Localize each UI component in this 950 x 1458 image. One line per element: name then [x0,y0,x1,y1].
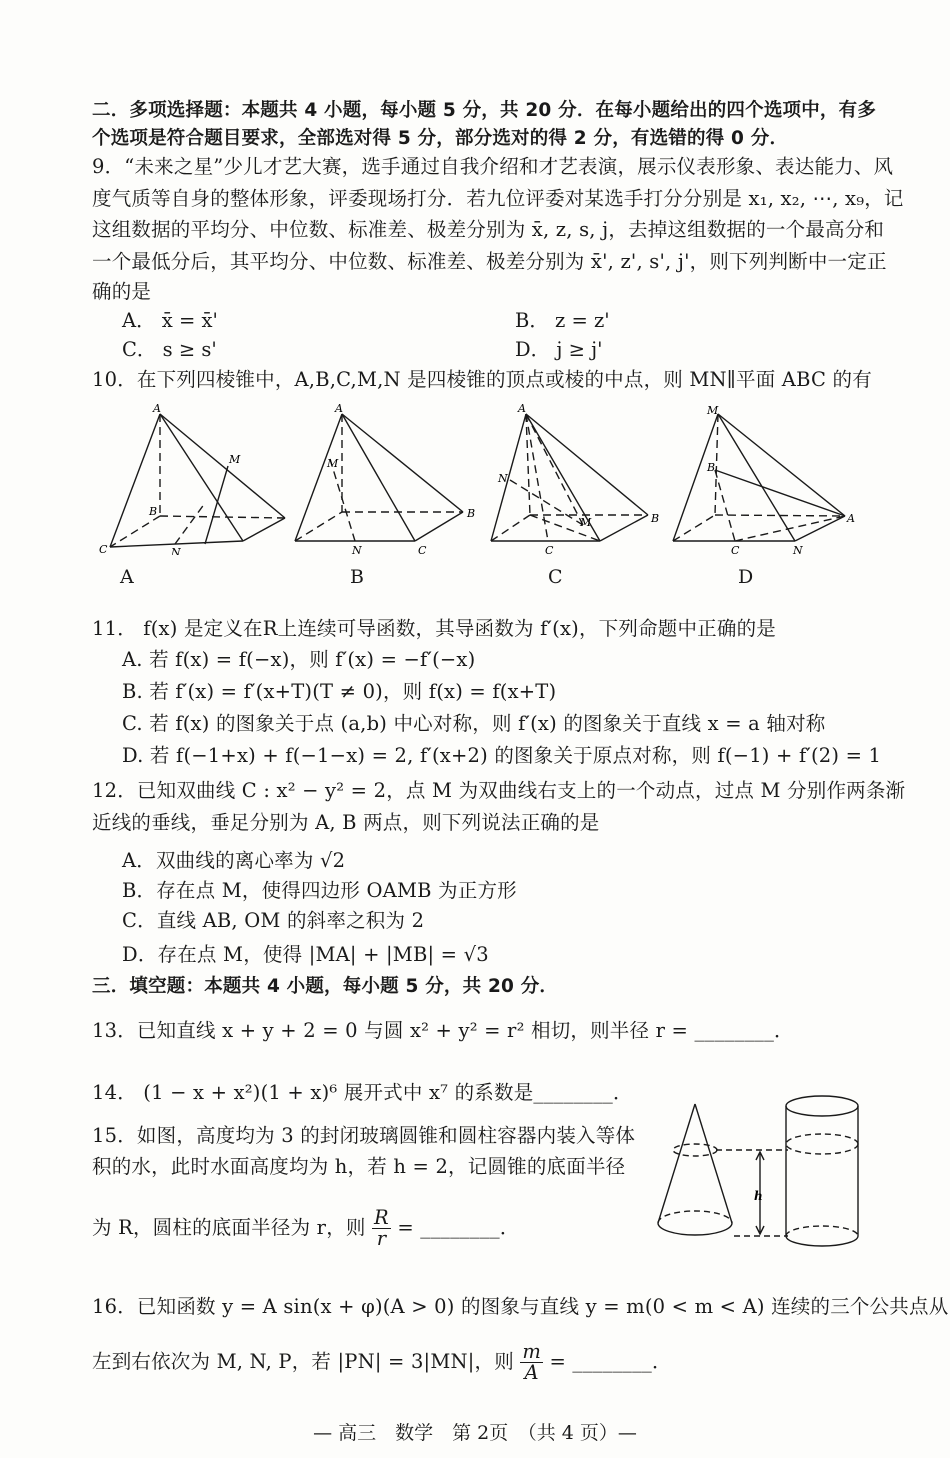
q15-line-3-text: 为 R，圆柱的底面半径为 r，则 [92,1216,366,1239]
q12-option-c: C．直线 AB, OM 的斜率之积为 2 [122,909,425,932]
fig-b-letter: B [467,507,476,520]
q9-line-2: 度气质等自身的整体形象，评委现场打分．若九位评委对某选手打分分别是 x₁, x₂, ⋯, x₉，记 [92,187,904,210]
fig-b-letter: M [327,457,339,470]
fig-a-letter: A [153,402,161,415]
fig-d-letter: A [847,512,855,525]
q15-line-1: 15．如图，高度均为 3 的封闭玻璃圆锥和圆柱容器内装入等体 [92,1124,636,1147]
q16-line-2 [92,1342,672,1383]
q16-fraction-num: m [522,1340,542,1363]
q9-option-b: B． z = z' [515,309,610,332]
q9-line-3: 这组数据的平均分、中位数、标准差、极差分别为 x̄, z, s, j，去掉这组数据的一个最高分和 [92,218,885,241]
q12-line-2: 近线的垂线，垂足分别为 A, B 两点，则下列说法正确的是 [92,811,600,834]
fig-c-letter: A [518,402,526,415]
pyramid-figure-b [290,400,485,555]
q12-option-d: D．存在点 M，使得 |MA| + |MB| = √3 [122,943,489,966]
q10-stem: 10．在下列四棱锥中，A,B,C,M,N 是四棱锥的顶点或棱的中点，则 MN∥平面 ABC 的有 [92,368,872,391]
q9-option-c: C． s ≥ s' [122,338,217,361]
q12-option-b: B．存在点 M，使得四边形 OAMB 为正方形 [122,879,517,902]
q16-line-1: 16．已知函数 y = A sin(x + φ)(A > 0) 的图象与直线 y = m(0 < m < A) 连续的三个公共点从 [92,1295,949,1318]
fig-a-letter: M [229,453,241,466]
q11-option-a: A. 若 f(x) = f(−x)，则 f′(x) = −f′(−x) [122,648,476,671]
section-3-heading: 三．填空题：本题共 4 小题，每小题 5 分，共 20 分． [92,976,559,997]
q16-fraction [520,1342,543,1383]
figure-label-d: D [738,566,754,588]
q16-line-2-text: 左到右依次为 M, N, P，若 |PN| = 3|MN|，则 [92,1350,514,1373]
fig-d-letter: M [707,404,719,417]
fig-d-letter: B [707,461,716,474]
q9-option-a: A． x̄ = x̄' [122,309,218,332]
q11-option-b: B. 若 f′(x) = f′(x+T)(T ≠ 0)，则 f(x) = f(x+T) [122,680,557,703]
figure-label-c: C [548,566,563,588]
fig-c-letter: N [498,472,508,485]
q11-option-c: C. 若 f(x) 的图象关于点 (a,b) 中心对称，则 f′(x) 的图象关于直线 x = a 轴对称 [122,712,826,735]
q9-line-4: 一个最低分后，其平均分、中位数、标准差、极差分别为 x̄', z', s', j'，则下列判断中一定正 [92,250,887,273]
q15-fraction-num: R [374,1206,389,1229]
q16-answer-blank: = ________． [549,1350,672,1373]
h-label: h [754,1189,763,1203]
cone-cylinder-figure [650,1088,870,1258]
q11-stem: 11． f(x) 是定义在R上连续可导函数，其导函数为 f′(x)，下列命题中正确的是 [92,617,776,640]
q9-line-1: 9．“未来之星”少儿才艺大赛，选手通过自我介绍和才艺表演，展示仪表形象、表达能力、风 [92,155,894,178]
fig-d-letter: N [793,544,803,555]
fig-a-letter: C [99,543,108,555]
q14: 14． (1 − x + x²)(1 + x)⁶ 展开式中 x⁷ 的系数是________． [92,1081,633,1104]
section-2-heading-cont: 个选项是符合题目要求，全部选对得 5 分，部分选对的得 2 分，有选错的得 0 分． [92,128,789,149]
fig-c-letter: M [580,516,592,529]
q9-line-5: 确的是 [92,280,152,303]
fig-b-letter: C [418,544,427,555]
figure-label-a: A [120,566,134,588]
q12-line-1: 12．已知双曲线 C : x² − y² = 2，点 M 为双曲线右支上的一个动点，过点 M 分别作两条渐 [92,779,906,802]
fig-a-letter: B [149,505,158,518]
q15-fraction [372,1208,391,1249]
fig-c-letter: B [651,512,660,525]
q15-line-2: 积的水，此时水面高度均为 h，若 h = 2，记圆锥的底面半径 [92,1155,626,1178]
q16-fraction-den: A [524,1361,539,1384]
q15-answer-blank: = ________． [397,1216,520,1239]
figure-label-b: B [350,566,364,588]
section-2-heading: 二．多项选择题：本题共 4 小题，每小题 5 分，共 20 分．在每小题给出的四个选项中，有多 [92,100,877,121]
fig-c-letter: C [545,544,554,555]
q13: 13．已知直线 x + y + 2 = 0 与圆 x² + y² = r² 相切，则半径 r = ________． [92,1019,794,1042]
pyramid-figure-a [95,400,290,555]
q12-option-a: A．双曲线的离心率为 √2 [122,849,346,872]
q15-line-3 [92,1208,520,1249]
pyramid-figure-c [488,400,683,555]
pyramid-figure-d [655,400,855,555]
fig-b-letter: N [352,544,362,555]
fig-a-letter: N [171,546,181,555]
fig-d-letter: C [731,544,740,555]
page-footer: — 高三 数学 第 2页 （共 4 页）— [313,1422,637,1444]
q9-option-d: D． j ≥ j' [515,338,603,361]
q11-option-d: D. 若 f(−1+x) + f(−1−x) = 2, f′(x+2) 的图象关于原点对称，则 f(−1) + f′(2) = 1 [122,744,882,767]
q15-fraction-den: r [376,1227,387,1250]
fig-b-letter: A [335,402,343,415]
